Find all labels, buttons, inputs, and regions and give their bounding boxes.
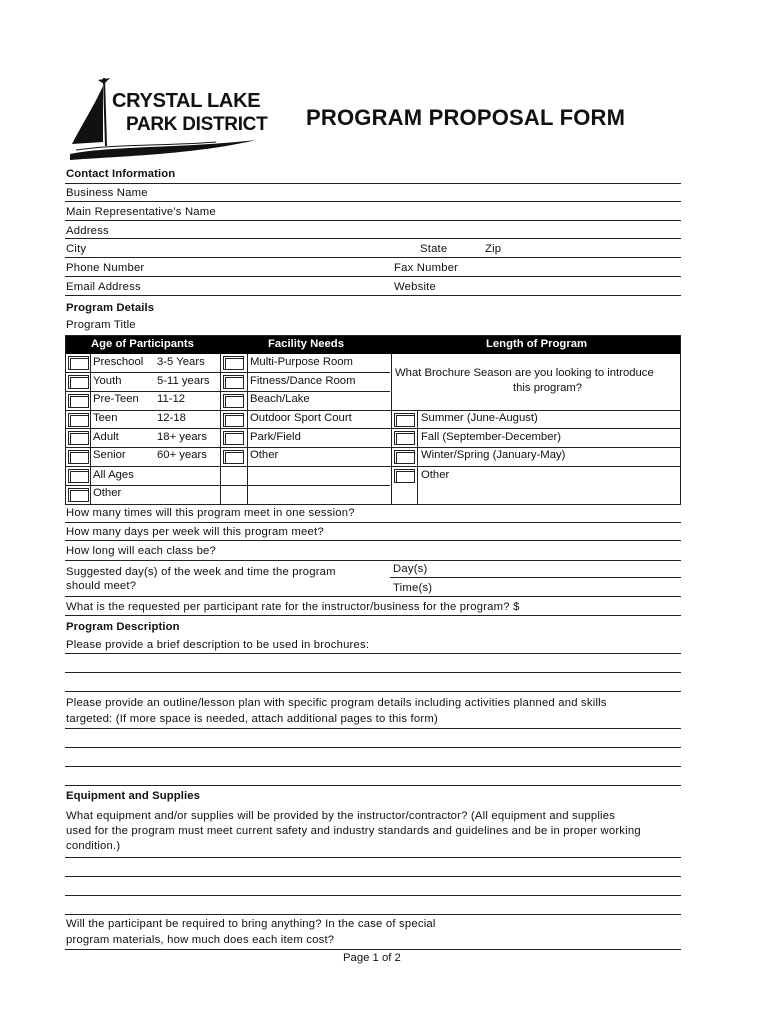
outline-label-2: targeted: (If more space is needed, attach additional pages to this form): [66, 713, 438, 725]
season-checkbox-summer[interactable]: [394, 413, 415, 427]
program-heading: Program Details: [66, 302, 155, 314]
season-label: Summer (June-August): [421, 412, 538, 424]
col-age-header: Age of Participants: [91, 338, 194, 350]
logo-line2: PARK DISTRICT: [126, 114, 268, 135]
age-range: 60+ years: [157, 449, 207, 461]
age-checkbox-adult[interactable]: [68, 431, 89, 445]
rate-label[interactable]: What is the requested per participant rate for the instructor/business for the program? $: [66, 601, 520, 613]
facility-checkbox-sport-court[interactable]: [223, 413, 244, 427]
suggested-days-label[interactable]: Suggested day(s) of the week and time the program: [66, 566, 336, 578]
season-checkbox-other[interactable]: [394, 469, 415, 483]
district-logo: [66, 76, 268, 162]
col-length-header: Length of Program: [486, 338, 588, 350]
program-title-label[interactable]: Program Title: [66, 319, 136, 331]
age-name: Teen: [93, 412, 118, 424]
participant-bring-question: Will the participant be required to bring anything? In the case of special: [66, 918, 436, 930]
age-range: 3-5 Years: [157, 356, 205, 368]
season-question-2: this program?: [513, 382, 583, 394]
contact-heading: Contact Information: [66, 168, 176, 180]
days-field-label[interactable]: Day(s): [393, 563, 428, 575]
age-name: Preschool: [93, 356, 144, 368]
facility-checkbox-fitness[interactable]: [223, 375, 244, 389]
age-checkbox-all-ages[interactable]: [68, 469, 89, 483]
brief-description-label: Please provide a brief description to be used in brochures:: [66, 639, 370, 651]
website-label[interactable]: Website: [394, 281, 437, 293]
col-facility-header: Facility Needs: [268, 338, 344, 350]
age-range: 12-18: [157, 412, 186, 424]
facility-checkbox-multipurpose[interactable]: [223, 356, 244, 370]
season-label: Other: [421, 469, 450, 481]
facility-label: Beach/Lake: [250, 393, 310, 405]
age-range: 5-11 years: [157, 375, 210, 387]
times-field-label[interactable]: Time(s): [393, 582, 433, 594]
age-name: Adult: [93, 431, 119, 443]
page-title: PROGRAM PROPOSAL FORM: [306, 105, 626, 130]
participant-bring-question-2: program materials, how much does each item cost?: [66, 934, 335, 946]
season-checkbox-winter[interactable]: [394, 450, 415, 464]
equipment-question-2: used for the program must meet current safety and industry standards and guidelines and be in proper working: [66, 825, 641, 837]
fax-label[interactable]: Fax Number: [394, 262, 459, 274]
zip-label[interactable]: Zip: [485, 243, 502, 255]
age-checkbox-preschool[interactable]: [68, 356, 89, 370]
equipment-question-3: condition.): [66, 840, 121, 852]
age-name: Pre-Teen: [93, 393, 139, 405]
facility-checkbox-beach[interactable]: [223, 394, 244, 408]
phone-label[interactable]: Phone Number: [66, 262, 145, 274]
equipment-heading: Equipment and Supplies: [66, 790, 201, 802]
age-range: 11-12: [157, 393, 186, 405]
facility-checkbox-other[interactable]: [223, 450, 244, 464]
age-checkbox-teen[interactable]: [68, 413, 89, 427]
age-checkbox-youth[interactable]: [68, 375, 89, 389]
facility-label: Outdoor Sport Court: [250, 412, 352, 424]
city-label[interactable]: City: [66, 243, 87, 255]
season-label: Fall (September-December): [421, 431, 561, 443]
season-label: Winter/Spring (January-May): [421, 449, 566, 461]
address-label[interactable]: Address: [66, 225, 109, 237]
season-question: What Brochure Season are you looking to introduce: [395, 367, 654, 379]
facility-label: Other: [250, 449, 279, 461]
logo-line1: CRYSTAL LAKE: [112, 90, 261, 112]
age-range: 18+ years: [157, 431, 207, 443]
facility-label: Park/Field: [250, 431, 301, 443]
age-checkbox-other[interactable]: [68, 488, 89, 502]
business-name-label[interactable]: Business Name: [66, 187, 148, 199]
age-name: Other: [93, 487, 122, 499]
equipment-question: What equipment and/or supplies will be provided by the instructor/contractor? (All equipment and supplies: [66, 810, 616, 822]
age-name: All Ages: [93, 469, 134, 481]
email-label[interactable]: Email Address: [66, 281, 141, 293]
facility-label: Fitness/Dance Room: [250, 375, 356, 387]
suggested-days-label-2: should meet?: [66, 580, 137, 592]
page-number: Page 1 of 2: [343, 952, 401, 964]
class-length-label[interactable]: How long will each class be?: [66, 545, 217, 557]
age-checkbox-preteen[interactable]: [68, 394, 89, 408]
main-rep-label[interactable]: Main Representative's Name: [66, 206, 216, 218]
season-checkbox-fall[interactable]: [394, 431, 415, 445]
times-per-session-label[interactable]: How many times will this program meet in one session?: [66, 507, 355, 519]
facility-checkbox-park[interactable]: [223, 431, 244, 445]
age-checkbox-senior[interactable]: [68, 450, 89, 464]
age-name: Youth: [93, 375, 122, 387]
description-heading: Program Description: [66, 621, 180, 633]
outline-label: Please provide an outline/lesson plan with specific program details including activities planned and skills: [66, 697, 607, 709]
grid-header: [66, 336, 680, 354]
age-name: Senior: [93, 449, 126, 461]
state-label[interactable]: State: [420, 243, 448, 255]
facility-label: Multi-Purpose Room: [250, 356, 353, 368]
days-per-week-label[interactable]: How many days per week will this program meet?: [66, 526, 324, 538]
program-details-grid: [65, 335, 681, 505]
